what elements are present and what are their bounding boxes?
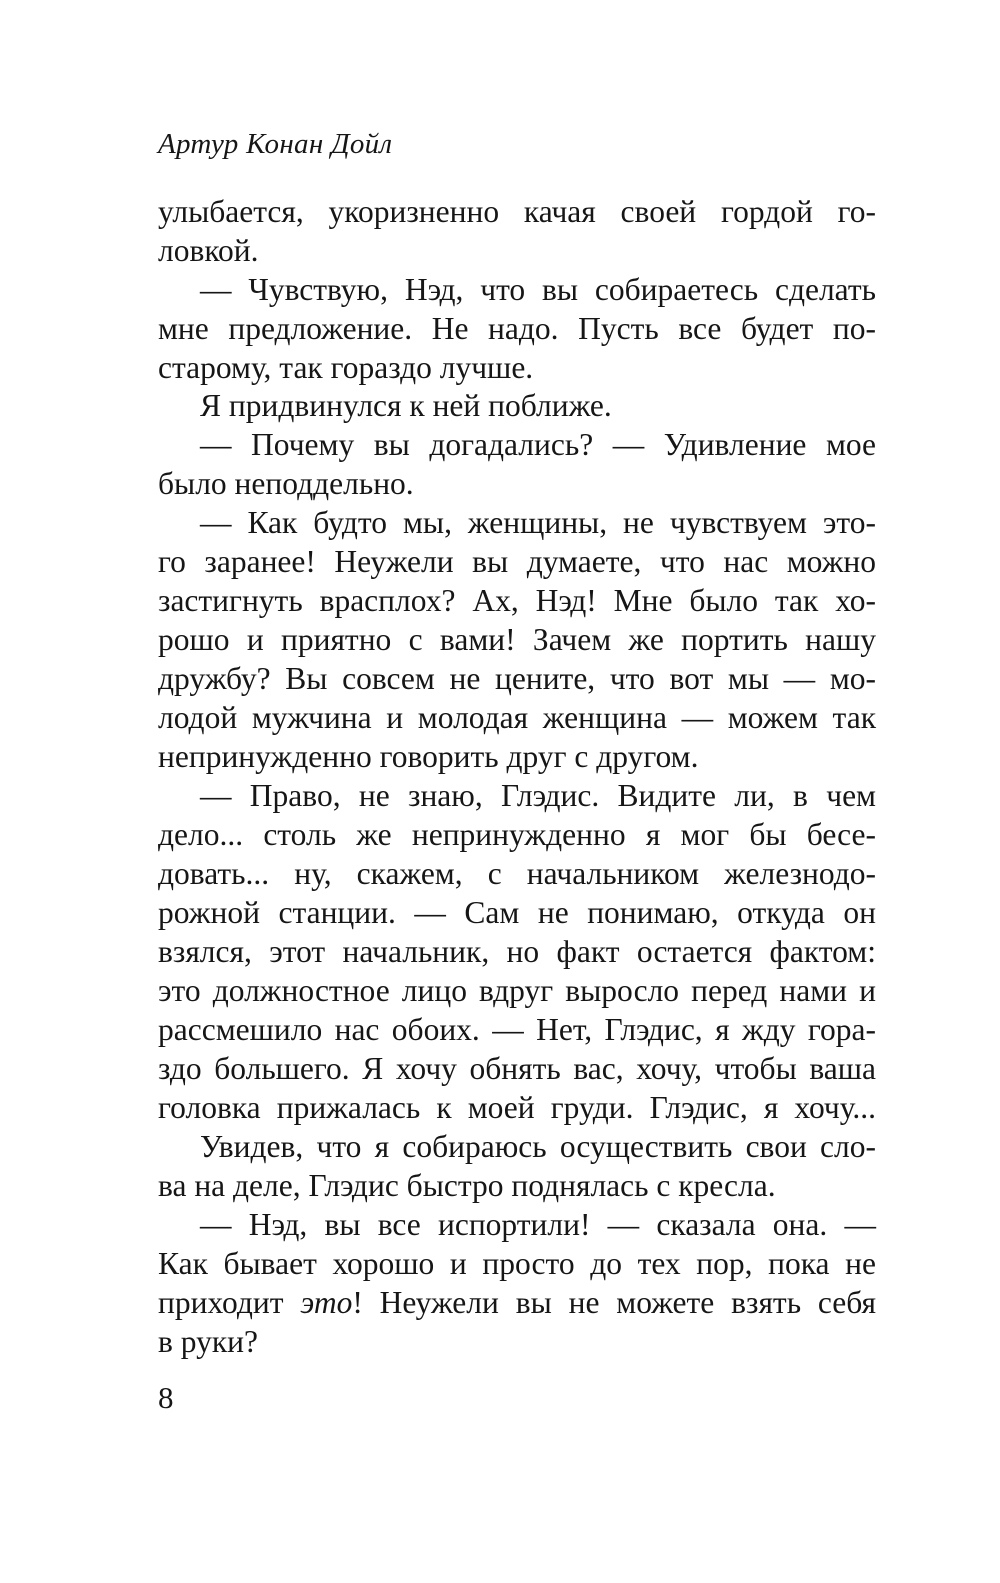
text-line: здо большего. Я хочу обнять вас, хочу, чтобы ваша xyxy=(158,1051,876,1086)
text-after-emphasis: ! Неужели вы не можете взять себя xyxy=(352,1285,876,1320)
emphasized-word: это xyxy=(300,1285,353,1320)
text-line-emphasis xyxy=(158,1283,876,1323)
text-line: непринужденно говорить друг с другом. xyxy=(158,739,699,774)
text-line: Как бывает хорошо и просто до тех пор, пока не xyxy=(158,1246,876,1281)
text-line: лодой мужчина и молодая женщина — можем так xyxy=(158,700,876,735)
text-line: — Чувствую, Нэд, что вы собираетесь сделать xyxy=(200,272,876,307)
text-line: — Как будто мы, женщины, не чувствуем это- xyxy=(200,505,876,540)
text-line: го заранее! Неужели вы думаете, что нас можно xyxy=(158,544,876,579)
text-line: старому, так гораздо лучше. xyxy=(158,350,534,385)
running-header: Артур Конан Дойл xyxy=(158,128,393,160)
text-line: было неподдельно. xyxy=(158,466,414,501)
text-line: рошо и приятно с вами! Зачем же портить нашу xyxy=(158,622,876,657)
text-line: Я придвинулся к ней поближе. xyxy=(200,388,612,423)
text-line: в руки? xyxy=(158,1324,258,1359)
text-line: дружбу? Вы совсем не цените, что вот мы — мо- xyxy=(158,661,876,696)
text-line: ва на деле, Глэдис быстро поднялась с кресла. xyxy=(158,1168,776,1203)
text-line: головка прижалась к моей груди. Глэдис, я хочу... xyxy=(158,1090,876,1125)
text-line: — Нэд, вы все испортили! — сказала она. — xyxy=(200,1207,876,1242)
text-line: ловкой. xyxy=(158,233,259,268)
text-line: — Почему вы догадались? — Удивление мое xyxy=(200,427,876,462)
text-line: рассмешило нас обоих. — Нет, Глэдис, я жду гора- xyxy=(158,1012,876,1047)
text-line: дело... столь же непринужденно я мог бы бесе- xyxy=(158,817,876,852)
text-line: — Право, не знаю, Глэдис. Видите ли, в чем xyxy=(200,778,876,813)
text-line: взялся, этот начальник, но факт остается фактом: xyxy=(158,934,876,969)
text-line: улыбается, укоризненно качая своей гордой го- xyxy=(158,194,876,229)
page-number: 8 xyxy=(158,1380,174,1415)
text-line: Увидев, что я собираюсь осуществить свои сло- xyxy=(200,1129,876,1164)
text-line: это должностное лицо вдруг выросло перед нами и xyxy=(158,973,876,1008)
text-line: довать... ну, скажем, с начальником железнодо- xyxy=(158,856,876,891)
text-line: рожной станции. — Сам не понимаю, откуда он xyxy=(158,895,876,930)
text-line: мне предложение. Не надо. Пусть все будет по- xyxy=(158,311,876,346)
text-before-emphasis: приходит xyxy=(158,1285,301,1320)
text-line: застигнуть врасплох? Ах, Нэд! Мне было так хо- xyxy=(158,583,876,618)
